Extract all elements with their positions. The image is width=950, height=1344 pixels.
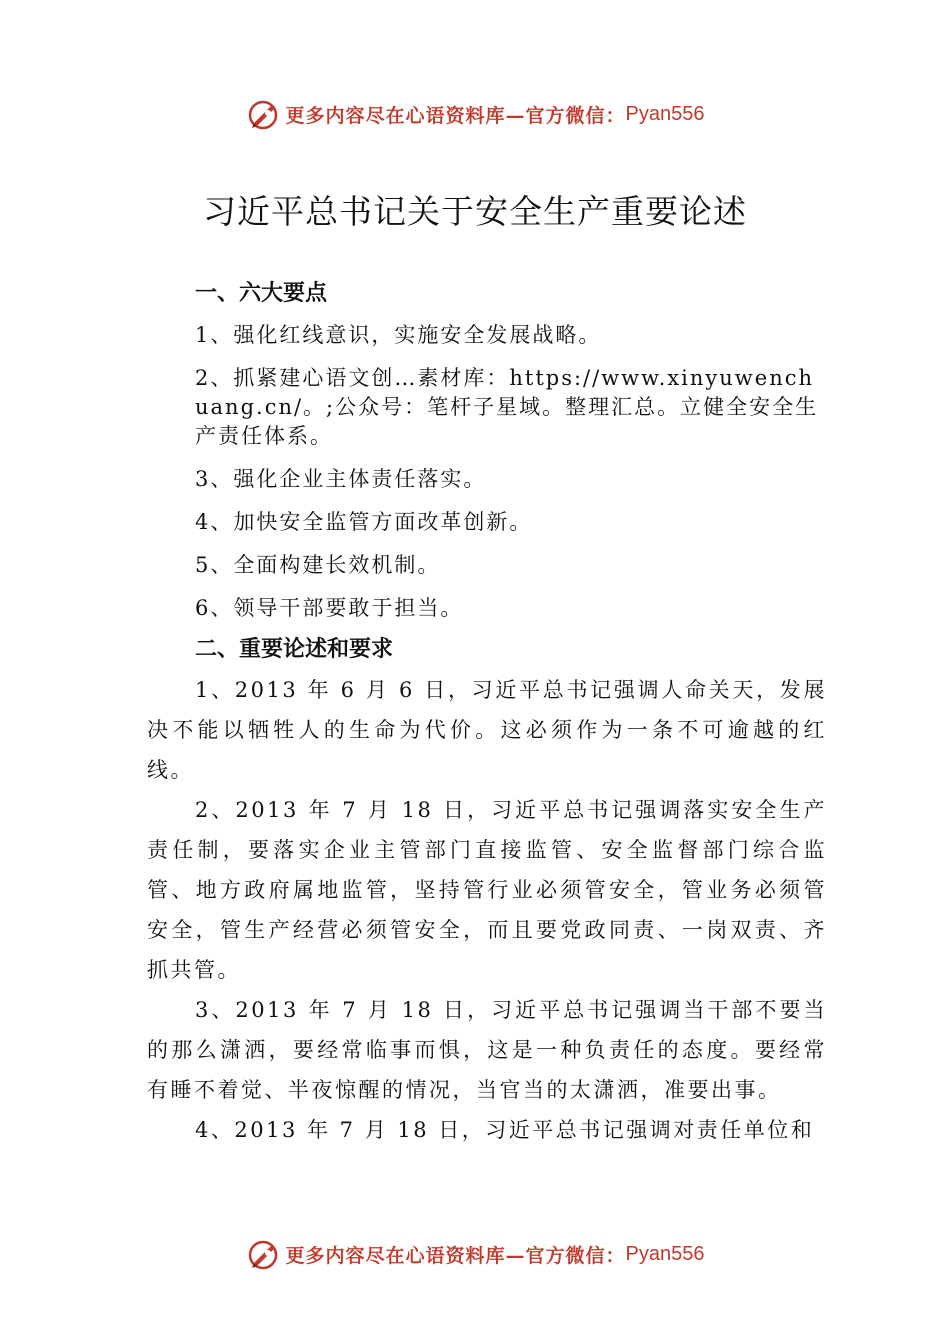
pen-logo-icon — [246, 1237, 280, 1271]
banner-wechat-id: Pyan556 — [625, 102, 705, 125]
banner-text: 更多内容尽在心语资料库—官方微信： — [285, 104, 626, 127]
paragraph: 4、2013 年 7 月 18 日，习近平总书记强调对责任单位和 — [195, 1118, 815, 1142]
list-item: 5、全面构建长效机制。 — [195, 553, 441, 577]
document-title: 习近平总书记关于安全生产重要论述 — [203, 192, 747, 231]
list-item: 1、强化红线意识，实施安全发展战略。 — [195, 323, 602, 347]
list-item: 2、抓紧建心语文创…素材库：https://www.xinyuwenchuang.cn/。;公众号：笔杆子星域。整理汇总。立健全安全生产责任体系。 — [195, 366, 819, 448]
document-body — [147, 274, 827, 1150]
paragraph: 3、2013 年 7 月 18 日，习近平总书记强调当干部不要当的那么潇洒，要经常临事而惧，这是一种负责任的态度。要经常有睡不着觉、半夜惊醒的情况，当官当的太潇洒，准要出事。 — [147, 998, 827, 1102]
banner-text: 更多内容尽在心语资料库—官方微信： — [285, 1244, 626, 1267]
footer-banner — [0, 1234, 950, 1274]
section-heading: 二、重要论述和要求 — [195, 637, 394, 662]
section-heading: 一、六大要点 — [195, 281, 328, 306]
banner-wechat-id: Pyan556 — [625, 1242, 705, 1265]
list-item: 6、领导干部要敢于担当。 — [195, 596, 464, 620]
header-banner — [0, 94, 950, 134]
list-item: 4、加快安全监管方面改革创新。 — [195, 510, 533, 534]
pen-logo-icon — [246, 97, 280, 131]
paragraph: 1、2013 年 6 月 6 日，习近平总书记强调人命关天，发展决不能以牺牲人的生命为代价。这必须作为一条不可逾越的红线。 — [147, 678, 827, 782]
list-item: 3、强化企业主体责任落实。 — [195, 467, 487, 491]
paragraph: 2、2013 年 7 月 18 日，习近平总书记强调落实安全生产责任制，要落实企业主管部门直接监管、安全监督部门综合监管、地方政府属地监管，坚持管行业必须管安全，管业务必须管安全，管生产经营必须管安全，而且要党政同责、一岗双责、齐抓共管。 — [147, 798, 827, 982]
